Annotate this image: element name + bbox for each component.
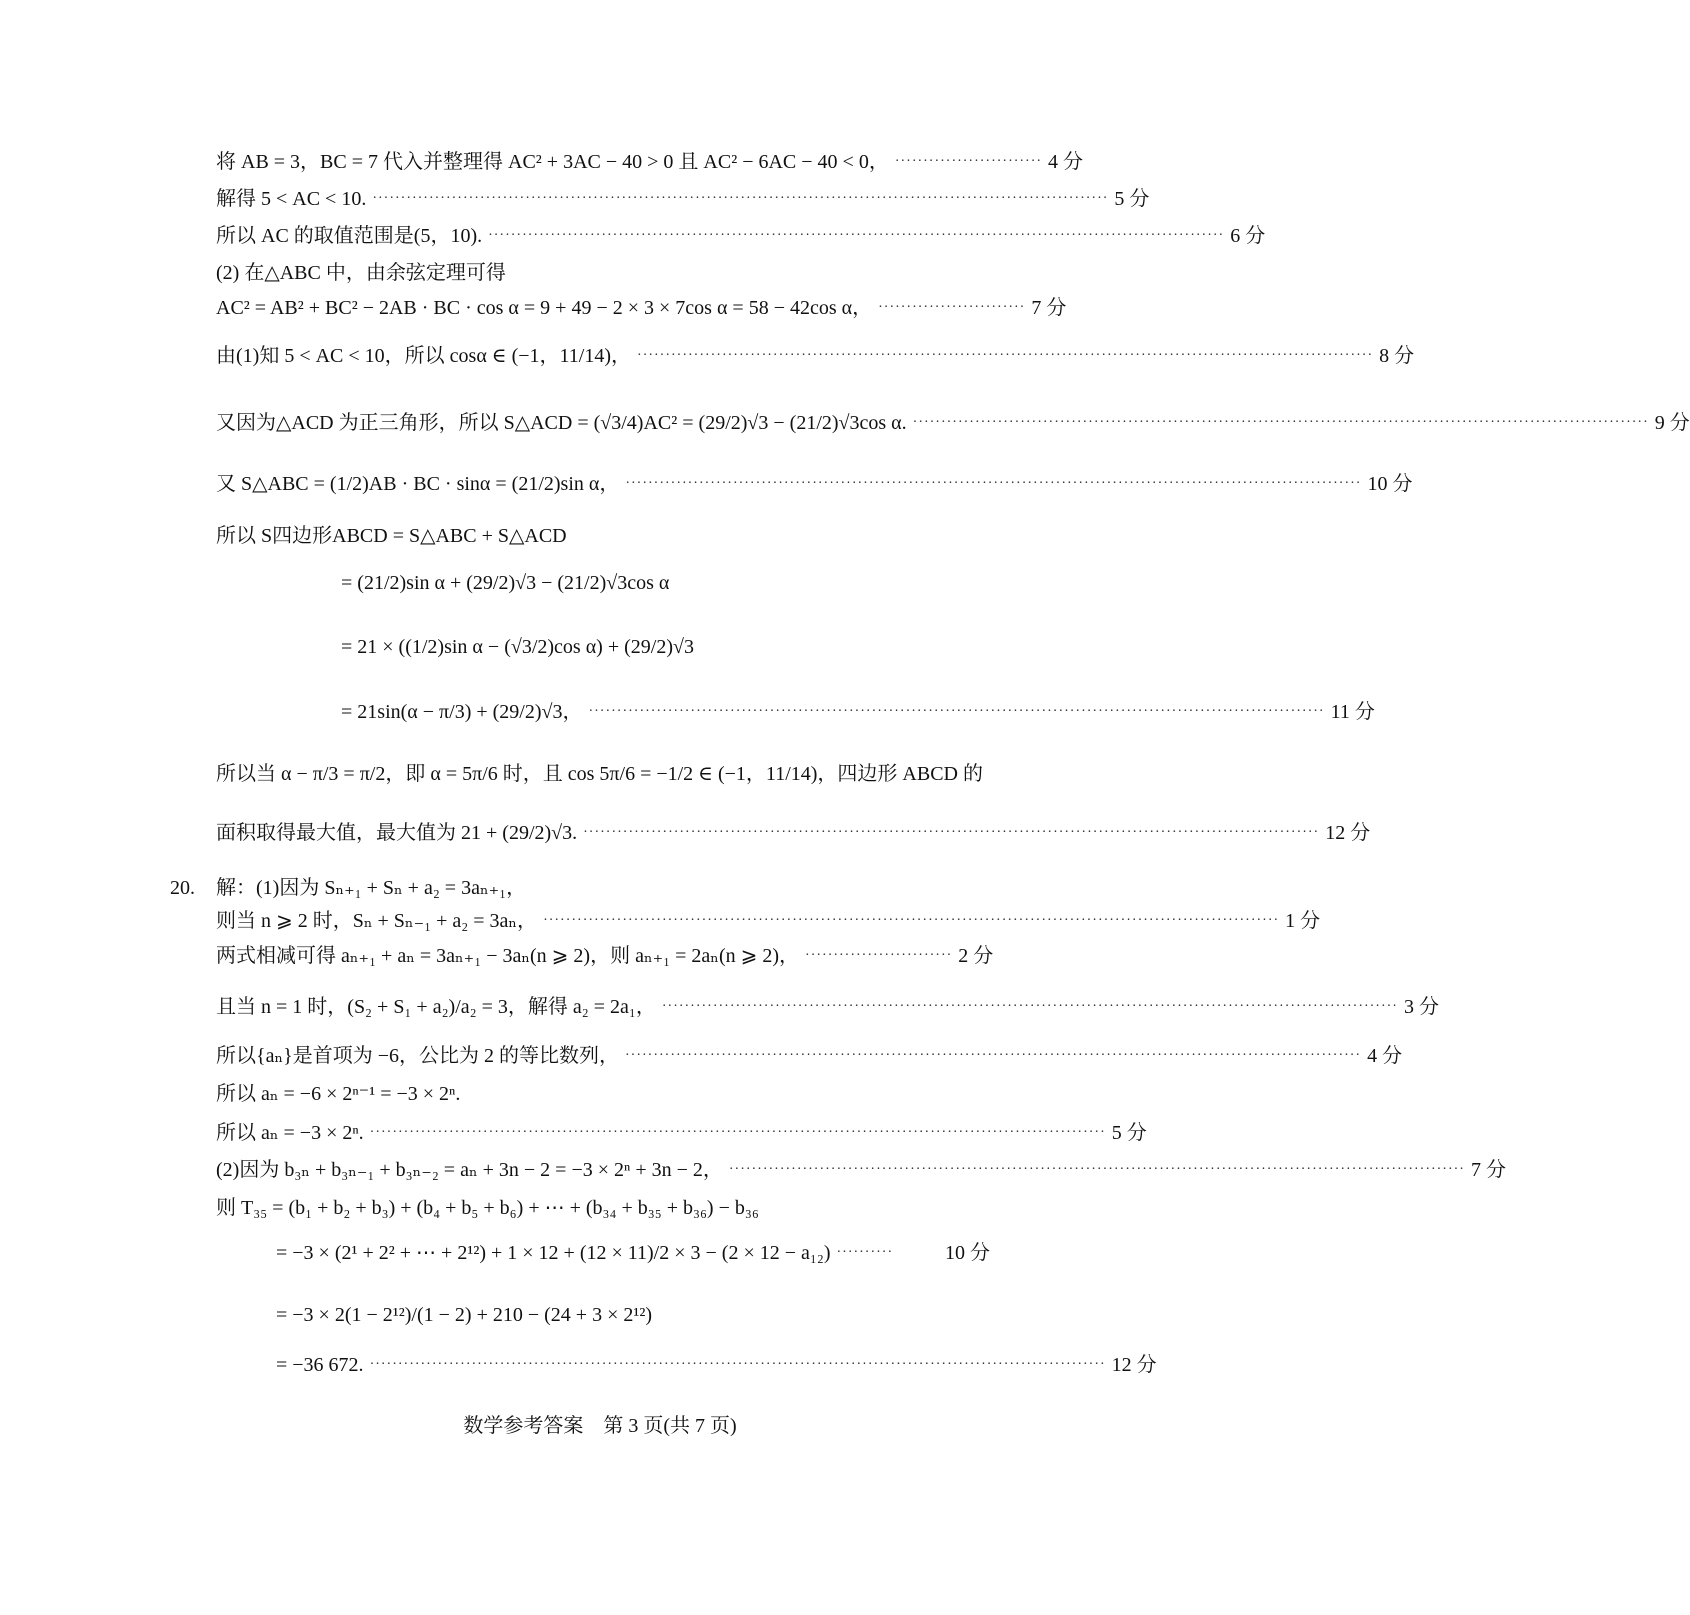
line-text: 所以{aₙ}是首项为 −6，公比为 2 的等比数列， [216, 1045, 620, 1067]
line-text: = −36 672. [276, 1354, 364, 1376]
line-text: AC² = AB² + BC² − 2AB · BC · cos α = 9 + 49 − 2 × 3 × 7cos α = 58 − 42cos α， [216, 297, 873, 319]
dot-leader: ·································································································································· [728, 1162, 1465, 1177]
solution-line [0, 946, 1200, 966]
dot-leader: ·································································································································· [488, 228, 1225, 243]
line-text: 由(1)知 5 < AC < 10，所以 cosα ∈ (−1，11/14)， [216, 345, 632, 367]
line-text: 面积取得最大值，最大值为 21 + (29/2)√3. [216, 822, 578, 844]
score: 11 分 [1330, 701, 1375, 723]
score: 12 分 [1111, 1354, 1157, 1376]
line-text: 所以 aₙ = −3 × 2ⁿ. [216, 1122, 364, 1144]
solution-line [0, 412, 1690, 434]
question-number: 20. [170, 877, 195, 899]
solution-line [0, 473, 1413, 495]
dot-leader: ·································································································································· [543, 913, 1280, 928]
line-text: 又 S△ABC = (1/2)AB · BC · sinα = (21/2)sin α， [216, 473, 620, 495]
score: 12 分 [1325, 822, 1371, 844]
solution-line [0, 637, 1200, 657]
dot-leader: ·································································································································· [369, 1125, 1106, 1140]
line-text: 两式相减可得 aₙ₊₁ + aₙ = 3aₙ₊₁ − 3aₙ(n ⩾ 2)，则 aₙ₊₁ = 2aₙ(n ⩾ 2)， [216, 945, 800, 967]
solution-line [0, 878, 1200, 898]
score: 7 分 [1470, 1159, 1506, 1181]
score: 9 分 [1654, 412, 1690, 434]
line-text: 所以当 α − π/3 = π/2，即 α = 5π/6 时，且 cos 5π/6 = −1/2 ∈ (−1，11/14)，四边形 ABCD 的 [216, 763, 983, 785]
line-text: 解得 5 < AC < 10. [216, 188, 367, 210]
solution-line [0, 225, 1266, 247]
page-footer: 数学参考答案 第 3 页(共 7 页) [463, 1415, 737, 1437]
dot-leader: ·································································································································· [625, 476, 1362, 491]
solution-line [0, 1243, 1200, 1263]
dot-leader: ·························· [878, 300, 1026, 315]
score: 10 分 [945, 1242, 990, 1264]
solution-line [0, 189, 1200, 209]
solution-line [0, 526, 1200, 546]
score: 5 分 [1111, 1122, 1147, 1144]
solution-line [0, 996, 1439, 1018]
score: 8 分 [1379, 345, 1415, 367]
score: 2 分 [958, 945, 994, 967]
solution-line [0, 701, 1375, 723]
dot-leader: ·································································································································· [637, 348, 1374, 363]
score: 4 分 [1367, 1045, 1403, 1067]
line-text: = 21sin(α − π/3) + (29/2)√3， [341, 701, 583, 723]
line-text: = 21 × ((1/2)sin α − (√3/2)cos α) + (29/2)√3 [341, 636, 694, 658]
solution-line [0, 345, 1415, 367]
line-text: 又因为△ACD 为正三角形，所以 S△ACD = (√3/4)AC² = (29/2)√3 − (21/2)√3cos α. [216, 412, 907, 434]
line-text: 则当 n ⩾ 2 时，Sₙ + Sₙ₋₁ + a₂ = 3aₙ， [216, 910, 538, 932]
solution-line [0, 1084, 1200, 1104]
dot-leader: ·································································································································· [583, 825, 1320, 840]
score: 5 分 [1114, 188, 1150, 210]
solution-line [0, 1159, 1506, 1181]
solution-line [0, 1305, 1200, 1325]
score: 4 分 [1048, 151, 1084, 173]
line-text: 则 T₃₅ = (b₁ + b₂ + b₃) + (b₄ + b₅ + b₆) + ⋯ + (b₃₄ + b₃₅ + b₃₆) − b₃₆ [216, 1197, 759, 1219]
dot-leader: ·································································································································· [588, 704, 1325, 719]
dot-leader: ·································································································································· [372, 191, 1109, 206]
solution-line [0, 764, 1200, 784]
solution-line [0, 298, 1200, 318]
solution-line [0, 1123, 1200, 1143]
score: 10 分 [1367, 473, 1413, 495]
line-text: = (21/2)sin α + (29/2)√3 − (21/2)√3cos α [341, 572, 670, 594]
line-text: 解：(1)因为 Sₙ₊₁ + Sₙ + a₂ = 3aₙ₊₁， [216, 877, 527, 899]
score: 3 分 [1403, 996, 1439, 1018]
solution-line [0, 1045, 1403, 1067]
solution-line [0, 1198, 1200, 1218]
dot-leader: ·························· [805, 948, 953, 963]
solution-line [0, 910, 1321, 932]
line-text: 且当 n = 1 时，(S₂ + S₁ + a₂)/a₂ = 3，解得 a₂ = 2a₁， [216, 996, 656, 1018]
line-text: (2)因为 b₃ₙ + b₃ₙ₋₁ + b₃ₙ₋₂ = aₙ + 3n − 2 = −3 × 2ⁿ + 3n − 2， [216, 1159, 723, 1181]
dot-leader: ·································································································································· [625, 1048, 1362, 1063]
line-text: 所以 aₙ = −6 × 2ⁿ⁻¹ = −3 × 2ⁿ. [216, 1083, 461, 1105]
solution-line [0, 263, 1200, 283]
line-text: 所以 AC 的取值范围是(5，10). [216, 225, 483, 247]
line-text: 将 AB = 3，BC = 7 代入并整理得 AC² + 3AC − 40 > 0 且 AC² − 6AC − 40 < 0， [216, 151, 889, 173]
score: 1 分 [1285, 910, 1321, 932]
score: 6 分 [1230, 225, 1266, 247]
line-text: = −3 × (2¹ + 2² + ⋯ + 2¹²) + 1 × 12 + (12 × 11)/2 × 3 − (2 × 12 − a₁₂) [276, 1242, 831, 1264]
dot-leader: ·········· [836, 1245, 894, 1260]
dot-leader: ·································································································································· [661, 999, 1398, 1014]
dot-leader: ·································································································································· [369, 1357, 1106, 1372]
solution-line [0, 152, 1200, 172]
score: 7 分 [1031, 297, 1067, 319]
dot-leader: ·································································································································· [912, 415, 1649, 430]
dot-leader: ·························· [894, 154, 1043, 169]
solution-line [0, 822, 1371, 844]
solution-line [0, 1355, 1200, 1375]
line-text: (2) 在△ABC 中，由余弦定理可得 [216, 262, 506, 284]
line-text: = −3 × 2(1 − 2¹²)/(1 − 2) + 210 − (24 + 3 × 2¹²) [276, 1304, 653, 1326]
solution-line [0, 573, 1200, 593]
line-text: 所以 S四边形ABCD = S△ABC + S△ACD [216, 525, 567, 547]
